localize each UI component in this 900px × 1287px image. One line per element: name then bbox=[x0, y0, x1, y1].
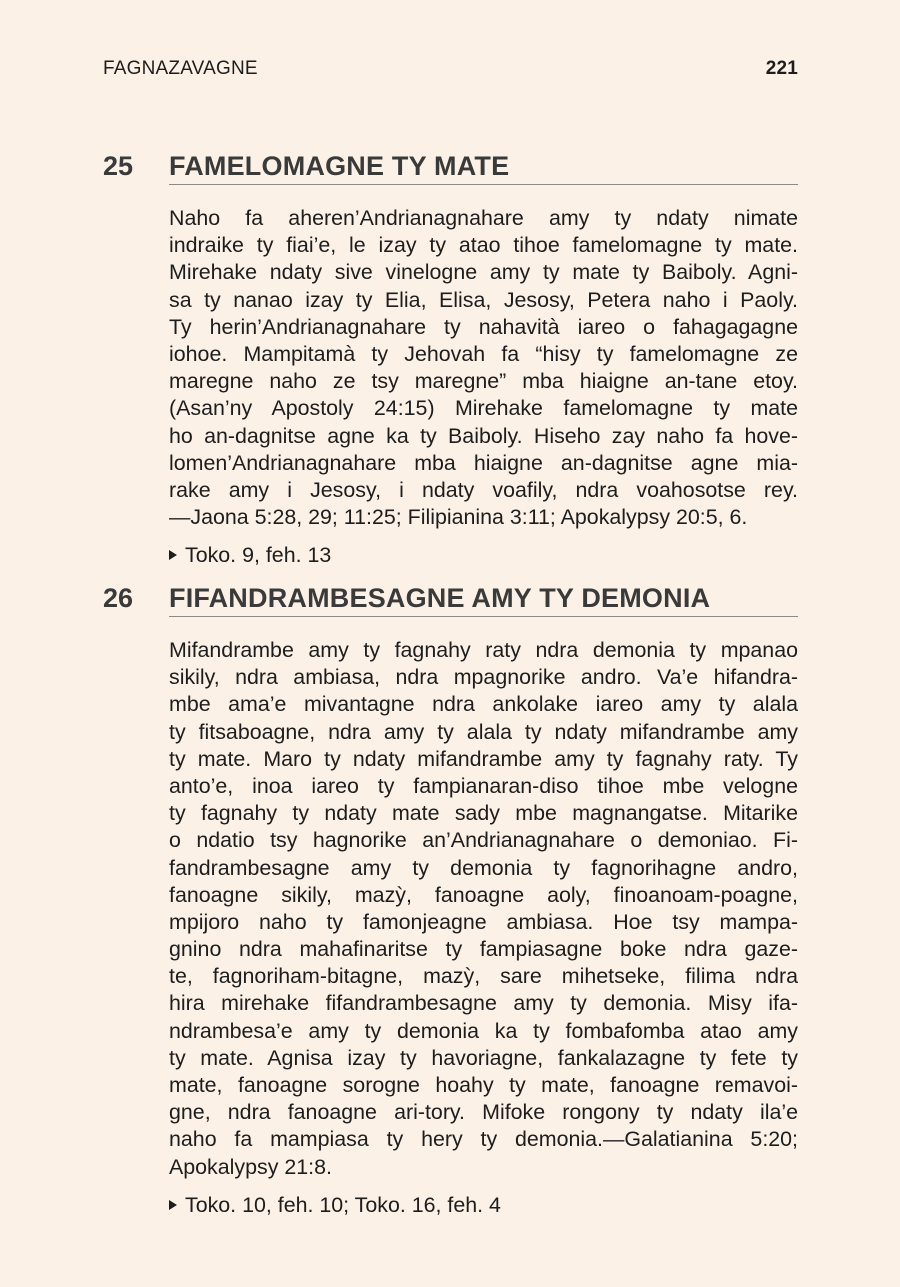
text-line: anto’e, inoa iareo ty fampianaran-diso tihoe mbe velogne bbox=[169, 773, 798, 798]
triangle-right-icon bbox=[169, 550, 177, 560]
page-number: 221 bbox=[765, 58, 798, 79]
entry-25 bbox=[103, 151, 798, 569]
text-line: Ty herin’Andrianagnahare ty nahavità iareo o fahagagagne bbox=[169, 314, 798, 339]
cross-reference-text: Toko. 9, feh. 13 bbox=[185, 543, 332, 568]
cross-reference[interactable] bbox=[169, 541, 798, 569]
text-line: rake amy i Jesosy, i ndaty voafily, ndra voahosotse rey. bbox=[169, 477, 798, 502]
entry-title: FAMELOMAGNE TY MATE bbox=[169, 151, 798, 185]
text-line: ndrambesa’e amy ty demonia ka ty fombafomba atao amy bbox=[169, 1018, 798, 1043]
text-line: indraike ty fiai’e, le izay ty atao tihoe famelomagne ty mate. bbox=[169, 233, 798, 258]
entry-title: FIFANDRAMBESAGNE AMY TY DEMONIA bbox=[169, 583, 798, 617]
text-line: ho an-dagnitse agne ka ty Baiboly. Hiseho zay naho fa hove- bbox=[169, 423, 798, 448]
text-line: iohoe. Mampitamà ty Jehovah fa “hisy ty famelomagne ze bbox=[169, 341, 798, 366]
cross-reference-text: Toko. 10, feh. 10; Toko. 16, feh. 4 bbox=[185, 1192, 501, 1217]
text-line: ty fagnahy ty ndaty mate sady mbe magnangatse. Mitarike bbox=[169, 801, 798, 826]
text-line: ty fitsaboagne, ndra amy ty alala ty ndaty mifandrambe amy bbox=[169, 719, 798, 744]
text-line: Mifandrambe amy ty fagnahy raty ndra demonia ty mpanao bbox=[169, 638, 798, 662]
text-line: gnino ndra mahafinaritse ty fampiasagne boke ndra gaze- bbox=[169, 937, 798, 962]
text-line: lomen’Andrianagnahare mba hiaigne an-dagnitse agne mia- bbox=[169, 450, 798, 475]
text-line: mate, fanoagne sorogne hoahy ty mate, fanoagne remavoi- bbox=[169, 1073, 798, 1097]
text-line: (Asan’ny Apostoly 24:15) Mirehake famelomagne ty mate bbox=[169, 396, 798, 421]
text-line: ty mate. Agnisa izay ty havoriagne, fankalazagne ty fete ty bbox=[169, 1045, 798, 1070]
text-line: Mirehake ndaty sive vinelogne amy ty mate ty Baiboly. Agni- bbox=[169, 260, 798, 285]
text-line: fanoagne sikily, mazỳ, fanoagne aoly, finoanoam-poagne, bbox=[169, 882, 798, 907]
text-line: sikily, ndra ambiasa, ndra mpagnorike andro. Va’e hifandra- bbox=[169, 665, 798, 690]
running-title: FAGNAZAVAGNE bbox=[103, 58, 258, 79]
entry-heading bbox=[103, 583, 798, 623]
entry-number: 26 bbox=[103, 583, 134, 613]
text-line: Naho fa aheren’Andrianagnahare amy ty ndaty nimate bbox=[169, 206, 798, 230]
entry-26 bbox=[103, 583, 798, 1219]
entry-heading bbox=[103, 151, 798, 191]
entry-number: 25 bbox=[103, 151, 134, 181]
running-head bbox=[103, 58, 798, 80]
text-line: naho fa mampiasa ty hery ty demonia.—Galatianina 5:20; bbox=[169, 1127, 798, 1152]
text-line: ty mate. Maro ty ndaty mifandrambe amy ty fagnahy raty. Ty bbox=[169, 746, 798, 771]
entry-body bbox=[169, 637, 798, 1219]
cross-reference[interactable] bbox=[169, 1191, 798, 1219]
text-line: hira mirehake fifandrambesagne amy ty demonia. Misy ifa- bbox=[169, 991, 798, 1016]
text-line: Apokalypsy 21:8. bbox=[169, 1154, 332, 1179]
text-line: fandrambesagne amy ty demonia ty fagnorihagne andro, bbox=[169, 855, 798, 880]
triangle-right-icon bbox=[169, 1200, 177, 1210]
text-line: o ndatio tsy hagnorike an’Andrianagnahare o demoniao. Fi- bbox=[169, 828, 798, 853]
text-line: maregne naho ze tsy maregne” mba hiaigne an-tane etoy. bbox=[169, 369, 798, 394]
text-line: sa ty nanao izay ty Elia, Elisa, Jesosy, Petera naho i Paoly. bbox=[169, 287, 798, 312]
text-line: —Jaona 5:28, 29; 11:25; Filipianina 3:11; Apokalypsy 20:5, 6. bbox=[169, 505, 748, 530]
entry-body bbox=[169, 205, 798, 569]
text-line: mpijoro naho ty famonjeagne ambiasa. Hoe tsy mampa- bbox=[169, 909, 798, 934]
text-line: gne, ndra fanoagne ari-tory. Mifoke rongony ty ndaty ila’e bbox=[169, 1100, 798, 1125]
text-line: te, fagnoriham-bitagne, mazỳ, sare mihetseke, filima ndra bbox=[169, 964, 798, 989]
text-line: mbe ama’e mivantagne ndra ankolake iareo amy ty alala bbox=[169, 692, 798, 717]
